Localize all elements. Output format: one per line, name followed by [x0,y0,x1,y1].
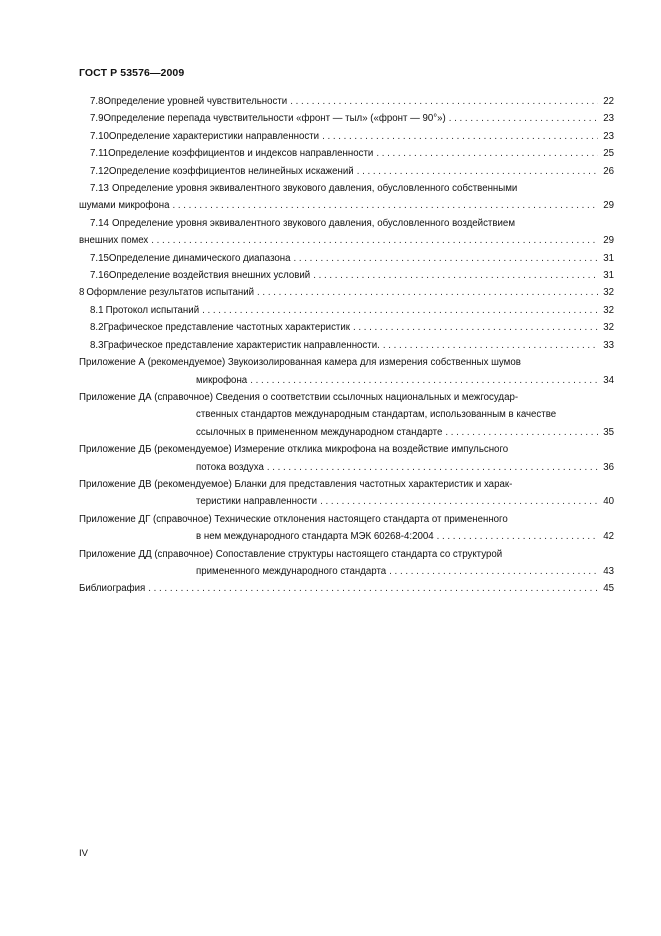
bibliography-label: Библиография [79,583,146,595]
dot-leader [320,493,598,510]
dot-leader [383,337,598,354]
toc-number: 7.11 [90,148,109,160]
toc-title: Определение перепада чувствительности «фронт — тыл» («фронт — 90°») [103,113,446,125]
toc-entry-8-2[interactable] [79,319,614,336]
appendix-title-continuation: микрофона [196,374,248,386]
dot-leader [357,163,598,180]
appendix-title-continuation: примененного международного стандарта [196,565,387,577]
toc-appendix-da[interactable] [79,389,614,441]
toc-page-number: 32 [603,287,614,299]
toc-title: Определение динамического диапазона [108,252,291,264]
appendix-heading: Приложение ДД (справочное) Сопоставление структуры настоящего стандарта со структурой [79,548,503,560]
toc-page-number: 32 [603,322,614,334]
toc-title: Графическое представление характеристик направленности. [103,339,380,351]
toc-page-number: 31 [603,270,614,282]
toc-page-number: 23 [603,130,614,142]
toc-appendix-dv[interactable] [79,476,614,511]
toc-title-continuation: шумами микрофона [79,200,170,212]
toc-page-number: 29 [603,200,614,212]
appendix-title-continuation: теристики направленности [196,496,318,508]
toc-page-number: 26 [603,165,614,177]
toc-entry-7-14[interactable] [79,215,614,250]
toc-number: 7.16 [90,270,109,282]
toc-page-number: 36 [603,461,614,473]
toc-title: Определение коэффициентов нелинейных искажений [108,165,354,177]
appendix-title-continuation: в нем международного стандарта МЭК 60268-4:2004 [196,531,434,543]
dot-leader [445,424,598,441]
table-of-contents [79,93,614,598]
dot-leader [267,459,598,476]
toc-number: 7.9 [90,113,104,125]
dot-leader [250,372,598,389]
toc-number: 7.12 [90,165,109,177]
toc-page-number: 32 [603,304,614,316]
toc-entry-8-3[interactable] [79,337,614,354]
toc-number: 7.15 [90,252,109,264]
dot-leader [148,580,598,597]
toc-title-continuation: внешних помех [79,235,149,247]
toc-title: Определение уровней чувствительности [103,96,288,107]
page-number-footer: IV [79,848,88,859]
dot-leader [173,197,599,214]
dot-leader [449,110,598,127]
toc-page-number: 35 [603,426,614,438]
toc-page-number: 29 [603,235,614,247]
toc-title: Протокол испытаний [105,304,200,316]
dot-leader [353,319,598,336]
toc-number: 7.14 [90,217,109,229]
appendix-heading: Приложение ДГ (справочное) Технические отклонения настоящего стандарта от примененного [79,513,508,525]
appendix-title-continuation: потока воздуха [196,461,264,473]
toc-number: 8.1 [90,304,104,316]
toc-entry-7-16[interactable] [79,267,614,284]
toc-page-number: 34 [603,374,614,386]
dot-leader [376,145,598,162]
appendix-heading: Приложение А (рекомендуемое) Звукоизолированная камера для измерения собственных шумов [79,357,521,369]
appendix-title-continuation: ссылочных в примененном международном стандарте [196,426,443,438]
toc-title: Определение коэффициентов и индексов направленности [108,148,374,160]
toc-entry-8[interactable] [79,284,614,301]
dot-leader [257,284,598,301]
toc-appendix-db[interactable] [79,441,614,476]
toc-page-number: 43 [603,565,614,577]
toc-number: 8.3 [90,339,104,351]
toc-page-number: 22 [603,96,614,107]
dot-leader [322,128,598,145]
appendix-heading: Приложение ДА (справочное) Сведения о соответствии ссылочных национальных и межгосудар- [79,391,519,403]
toc-title: Определение уровня эквивалентного звукового давления, обусловленного собственными [112,183,518,195]
toc-page-number: 40 [603,496,614,508]
appendix-heading: Приложение ДВ (рекомендуемое) Бланки для представления частотных характеристик и харак- [79,478,513,490]
dot-leader [437,528,598,545]
dot-leader [294,250,598,267]
toc-appendix-dd[interactable] [79,546,614,581]
toc-entry-7-8[interactable] [79,93,614,110]
toc-title: Оформление результатов испытаний [86,287,255,299]
toc-entry-7-11[interactable] [79,145,614,162]
toc-number: 8.2 [90,322,104,334]
dot-leader [290,93,598,110]
toc-number: 7.13 [90,183,109,195]
toc-title: Определение характеристики направленности [108,130,320,142]
dot-leader [389,563,598,580]
toc-entry-7-10[interactable] [79,128,614,145]
toc-page-number: 23 [603,113,614,125]
toc-page-number: 25 [603,148,614,160]
toc-page-number: 45 [603,583,614,595]
document-header: ГОСТ Р 53576—2009 [79,67,185,79]
toc-entry-7-12[interactable] [79,163,614,180]
toc-appendix-a[interactable] [79,354,614,389]
toc-title: Определение воздействия внешних условий [108,270,311,282]
toc-bibliography[interactable] [79,580,614,597]
toc-entry-8-1[interactable] [79,302,614,319]
appendix-heading: Приложение ДБ (рекомендуемое) Измерение отклика микрофона на воздействие импульсного [79,444,509,456]
toc-number: 7.10 [90,130,109,142]
toc-page-number: 42 [603,531,614,543]
toc-number: 7.8 [90,96,104,107]
toc-appendix-dg[interactable] [79,511,614,546]
appendix-title-continuation: ственных стандартов международным стандартам, использованным в качестве [196,409,557,421]
toc-entry-7-9[interactable] [79,110,614,127]
toc-entry-7-15[interactable] [79,250,614,267]
dot-leader [313,267,598,284]
toc-title: Графическое представление частотных характеристик [103,322,351,334]
toc-page-number: 31 [603,252,614,264]
toc-page-number: 33 [603,339,614,351]
toc-entry-7-13[interactable] [79,180,614,215]
dot-leader [202,302,598,319]
toc-title: Определение уровня эквивалентного звукового давления, обусловленного воздействием [112,217,515,229]
toc-number: 8 [79,287,85,299]
dot-leader [151,232,598,249]
